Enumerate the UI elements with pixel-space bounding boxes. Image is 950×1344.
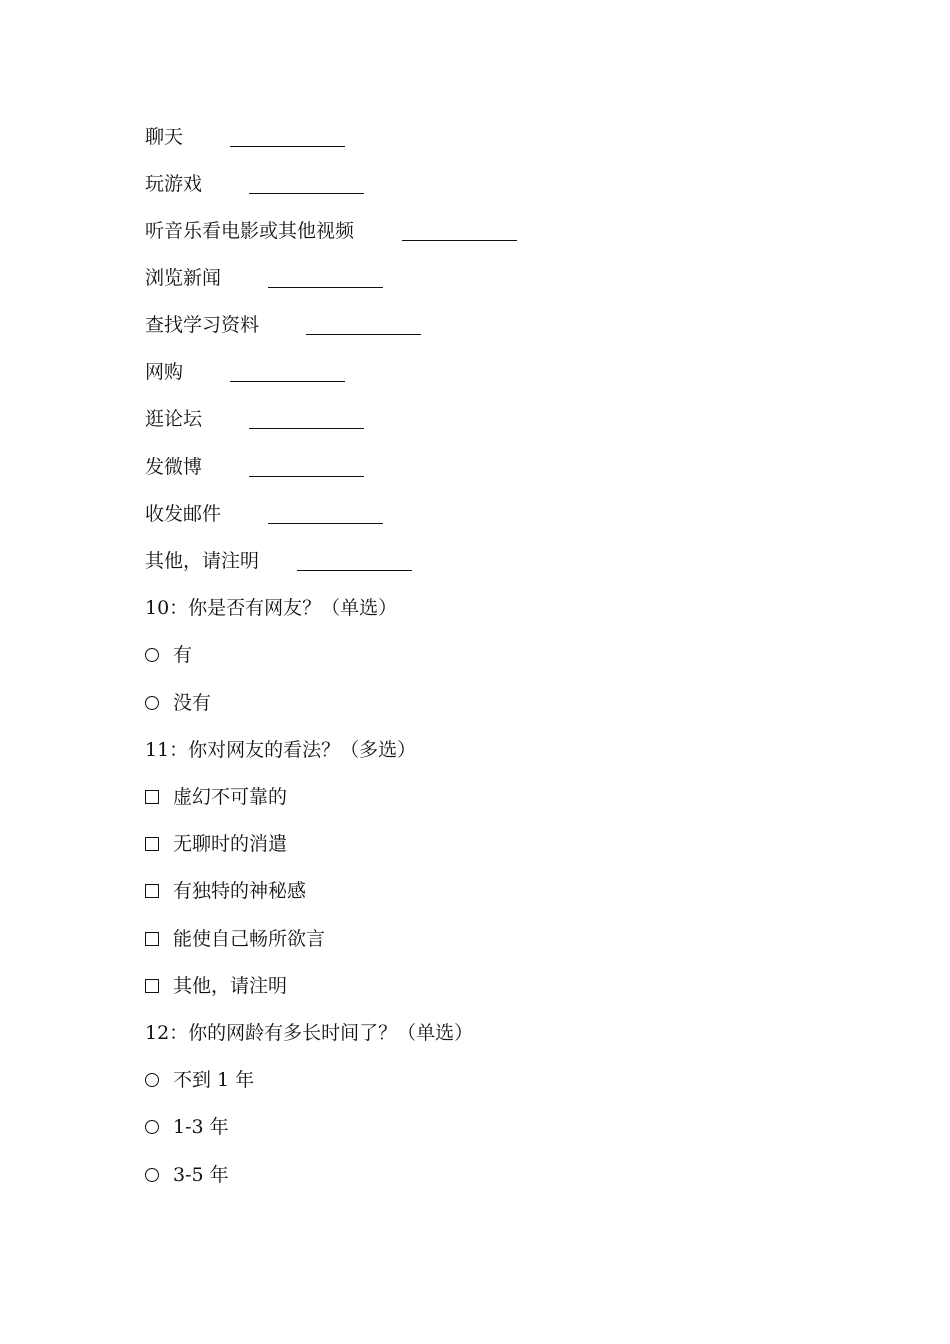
q12-option[interactable] [145,1112,229,1142]
q12-option[interactable] [145,1160,229,1190]
activity-row [145,404,202,434]
activity-row [145,546,259,576]
checkbox-square-icon[interactable] [145,884,159,898]
q11-option[interactable] [145,924,325,954]
radio-circle-icon[interactable] [145,1120,159,1134]
activity-row [145,122,183,152]
activity-label: 逛论坛 [145,408,203,430]
answer-blank[interactable] [297,570,412,571]
activity-label: 玩游戏 [145,173,203,195]
activity-label: 网购 [145,361,184,383]
option-label: 没有 [173,692,212,714]
q10-option-yes[interactable] [145,640,192,670]
option-label: 有独特的神秘感 [173,880,307,902]
q12-option[interactable] [145,1065,254,1095]
option-label: 1-3 年 [173,1116,229,1138]
answer-blank[interactable] [402,240,517,241]
answer-blank[interactable] [249,193,364,194]
q10-option-no[interactable] [145,688,211,718]
activity-label: 其他，请注明 [145,550,260,572]
option-label: 其他，请注明 [173,975,288,997]
option-label: 不到 1 年 [173,1069,255,1091]
q11-option[interactable] [145,829,287,859]
radio-circle-icon[interactable] [145,1073,159,1087]
radio-circle-icon[interactable] [145,1168,159,1182]
answer-blank[interactable] [230,146,345,147]
answer-blank[interactable] [306,334,421,335]
activity-row [145,216,354,246]
answer-blank[interactable] [249,476,364,477]
activity-label: 浏览新闻 [145,267,222,289]
checkbox-square-icon[interactable] [145,790,159,804]
activity-label: 听音乐看电影或其他视频 [145,220,355,242]
checkbox-square-icon[interactable] [145,979,159,993]
activity-row [145,169,202,199]
activity-row [145,499,221,529]
activity-row [145,263,221,293]
radio-circle-icon[interactable] [145,648,159,662]
q11-option[interactable] [145,971,287,1001]
answer-blank[interactable] [268,287,383,288]
checkbox-square-icon[interactable] [145,837,159,851]
activity-label: 发微博 [145,456,203,478]
activity-label: 聊天 [145,126,184,148]
question-11-title: 11：你对网友的看法？（多选） [145,739,417,761]
answer-blank[interactable] [249,428,364,429]
answer-blank[interactable] [268,523,383,524]
question-12-title: 12：你的网龄有多长时间了？（单选） [145,1022,474,1044]
activity-label: 收发邮件 [145,503,222,525]
q11-option[interactable] [145,782,287,812]
option-label: 能使自己畅所欲言 [173,928,326,950]
question-10-title: 10：你是否有网友？（单选） [145,597,398,619]
checkbox-square-icon[interactable] [145,932,159,946]
activity-row [145,310,259,340]
answer-blank[interactable] [230,381,345,382]
activity-row [145,452,202,482]
option-label: 3-5 年 [173,1164,229,1186]
q11-option[interactable] [145,876,306,906]
activity-row [145,357,183,387]
option-label: 无聊时的消遣 [173,833,288,855]
activity-label: 查找学习资料 [145,314,260,336]
option-label: 有 [173,644,193,666]
radio-circle-icon[interactable] [145,696,159,710]
option-label: 虚幻不可靠的 [173,786,288,808]
